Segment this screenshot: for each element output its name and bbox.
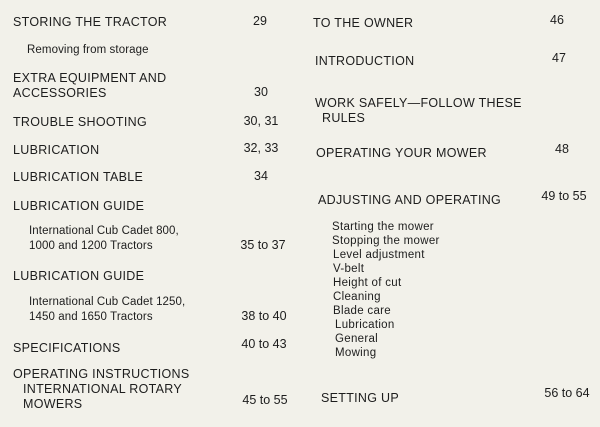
toc-page-trouble-shooting: 30, 31 (243, 114, 279, 128)
toc-entry-trouble-shooting: TROUBLE SHOOTING (13, 115, 147, 129)
list-item: Lubrication (335, 319, 395, 331)
toc-entry-lubrication-table: LUBRICATION TABLE (13, 170, 144, 184)
toc-page-adjusting-and-operating: 49 to 55 (541, 189, 587, 203)
toc-page-lubrication: 32, 33 (243, 141, 279, 155)
toc-page-setting-up: 56 to 64 (544, 386, 590, 400)
toc-subentry-cub-cadet-1250: International Cub Cadet 1250, (29, 296, 186, 308)
toc-page-operating-instructions: 45 to 55 (242, 393, 288, 407)
toc-subentry-cub-cadet-800: International Cub Cadet 800, (29, 225, 179, 237)
list-item: V-belt (333, 263, 365, 275)
toc-subentry-tractors-1250-1650: 1450 and 1650 Tractors (29, 311, 153, 323)
toc-page-lubrication-guide-1: 35 to 37 (240, 238, 286, 252)
toc-page-introduction: 47 (552, 51, 566, 65)
toc-entry-operating-your-mower: OPERATING YOUR MOWER (316, 146, 487, 160)
list-item: Blade care (333, 305, 391, 317)
toc-entry-storing-the-tractor: STORING THE TRACTOR (13, 15, 168, 29)
toc-entry-work-safely-line1: WORK SAFELY—FOLLOW THESE (315, 96, 522, 110)
list-item: Mowing (335, 347, 377, 359)
list-item: General (335, 333, 379, 345)
list-item: Level adjustment (333, 249, 425, 261)
list-item: Cleaning (333, 291, 381, 303)
toc-entry-operating-instructions-line1: OPERATING INSTRUCTIONS (13, 367, 190, 381)
toc-entry-operating-instructions-line3: MOWERS (23, 397, 83, 411)
toc-page-lubrication-table: 34 (254, 169, 268, 183)
toc-entry-lubrication-guide-1: LUBRICATION GUIDE (13, 199, 145, 213)
toc-page-lubrication-guide-2: 38 to 40 (241, 309, 287, 323)
toc-entry-lubrication: LUBRICATION (13, 143, 100, 157)
list-item: Stopping the mower (332, 235, 440, 247)
toc-entry-lubrication-guide-2: LUBRICATION GUIDE (13, 269, 145, 283)
toc-page-storing: 29 (253, 14, 267, 28)
toc-entry-setting-up: SETTING UP (321, 391, 400, 405)
list-item: Height of cut (333, 277, 402, 289)
list-item: Starting the mower (332, 221, 434, 233)
toc-entry-adjusting-and-operating: ADJUSTING AND OPERATING (318, 193, 502, 207)
toc-subentry-removing-from-storage: Removing from storage (27, 44, 149, 56)
toc-entry-operating-instructions-line2: INTERNATIONAL ROTARY (23, 382, 183, 396)
toc-entry-introduction: INTRODUCTION (315, 54, 415, 68)
toc-entry-specifications: SPECIFICATIONS (13, 341, 121, 355)
toc-entry-extra-equipment-line2: ACCESSORIES (13, 86, 107, 100)
toc-entry-work-safely-line2: RULES (322, 111, 366, 125)
toc-page-specifications: 40 to 43 (241, 337, 287, 351)
toc-page-extra-equipment: 30 (254, 85, 268, 99)
toc-page-operating-your-mower: 48 (555, 142, 569, 156)
toc-page-to-the-owner: 46 (550, 13, 564, 27)
toc-subentry-tractors-800-1200: 1000 and 1200 Tractors (29, 240, 153, 252)
toc-entry-to-the-owner: TO THE OWNER (313, 16, 414, 30)
toc-entry-extra-equipment-line1: EXTRA EQUIPMENT AND (13, 71, 167, 85)
